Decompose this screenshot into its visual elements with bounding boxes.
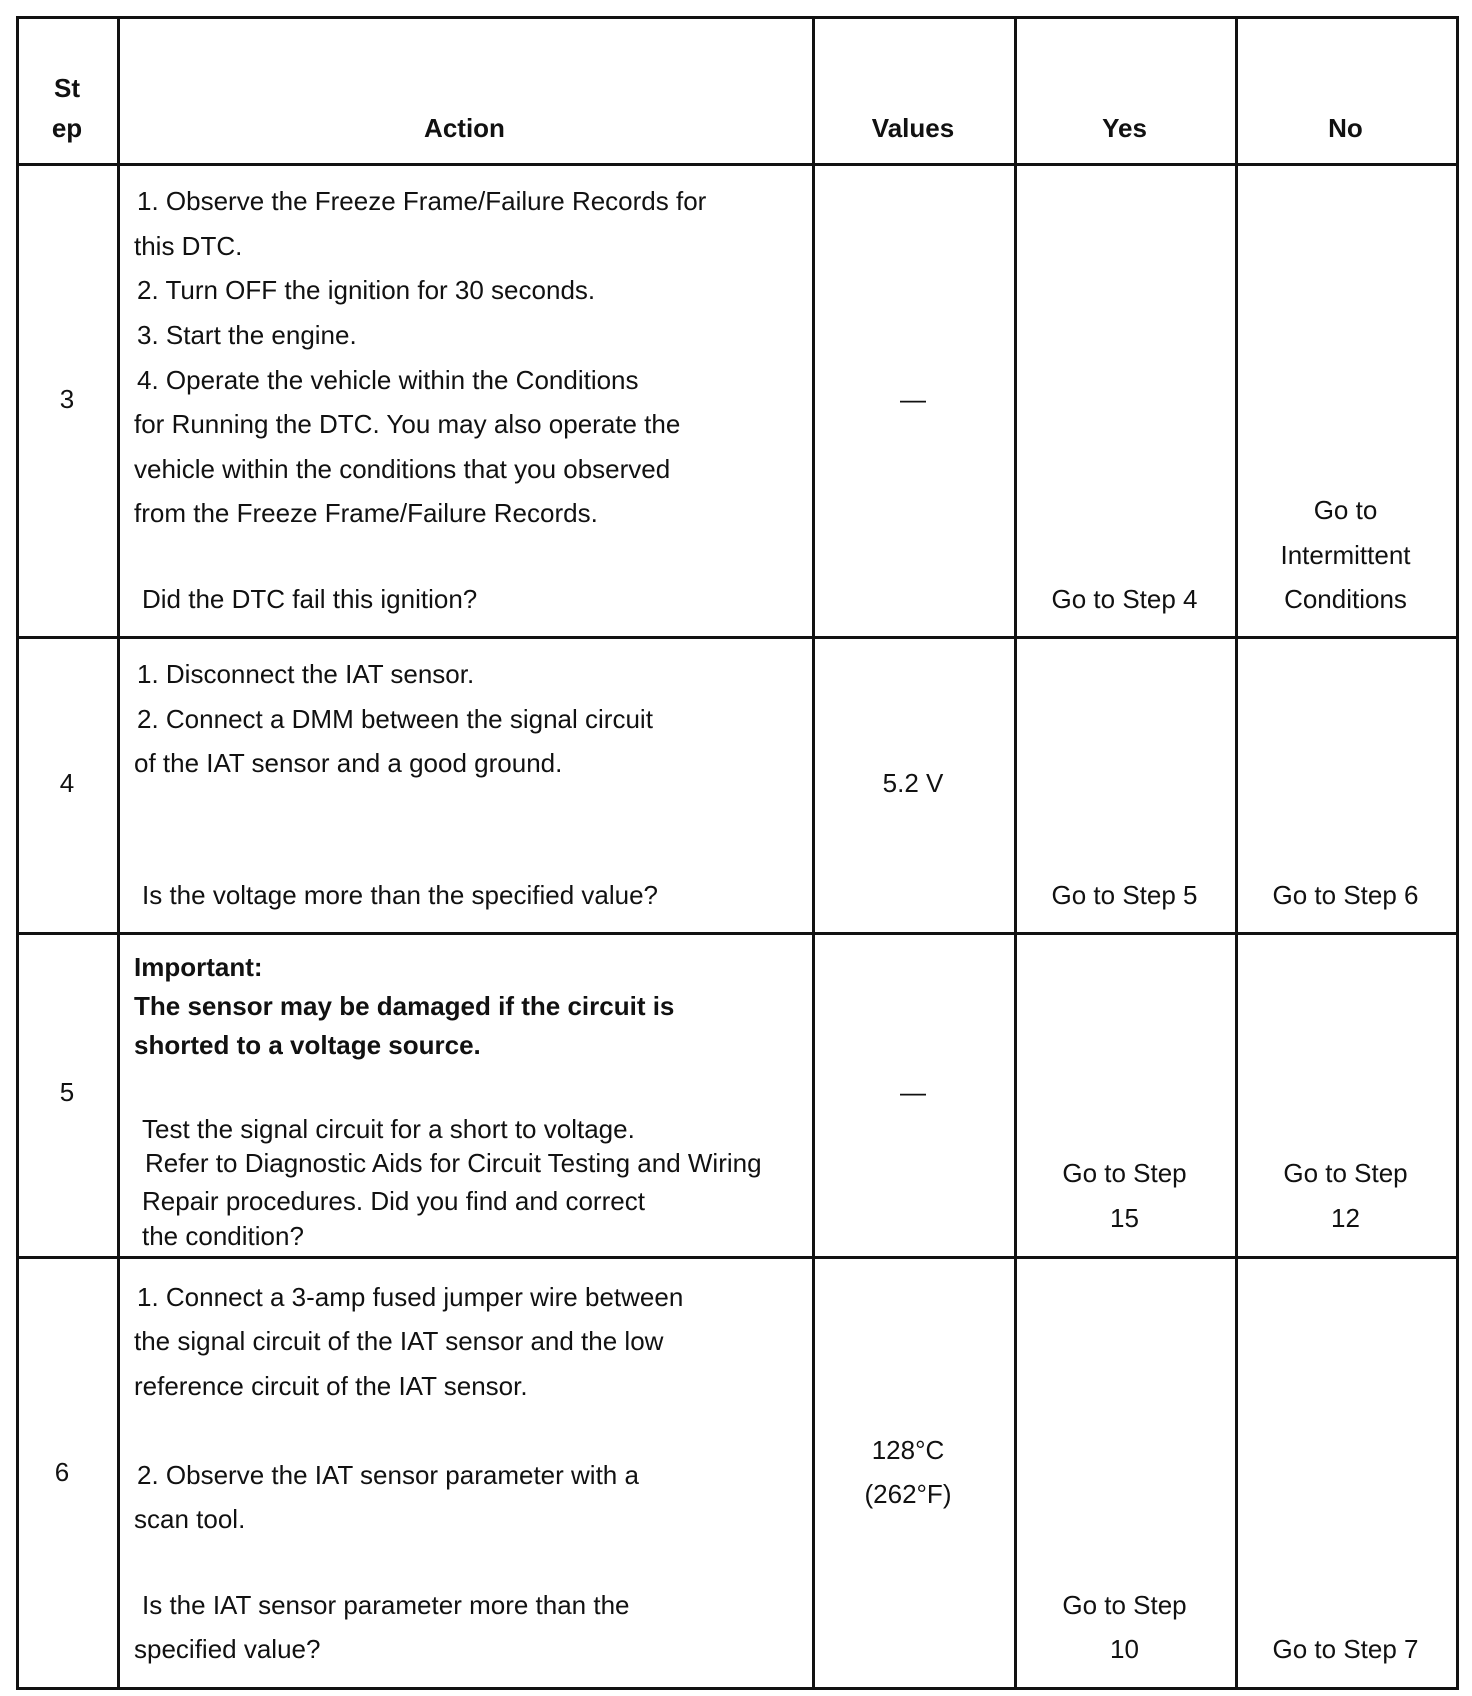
row-divider [16,932,1459,935]
action-line: scan tool. [134,1504,246,1534]
no-cell: Intermittent [1280,540,1411,570]
header-values: Values [871,113,955,143]
action-line: Refer to Diagnostic Aids for Circuit Testing and Wiring [145,1148,762,1178]
yes-cell: Go to Step 4 [1051,584,1198,614]
action-line: 1. Observe the Freeze Frame/Failure Records for [137,186,707,216]
action-line: the signal circuit of the IAT sensor and the low [134,1326,664,1356]
action-question: Is the voltage more than the specified value? [142,880,658,910]
row-divider [16,636,1459,639]
header-no: No [1328,113,1363,143]
action-line: for Running the DTC. You may also operate the [134,409,681,439]
action-line: 2. Connect a DMM between the signal circuit [137,704,653,734]
column-divider [117,16,120,1690]
value-cell: — [900,1077,926,1107]
yes-cell: 10 [1110,1634,1139,1664]
table-border [16,1687,1459,1690]
yes-cell: Go to Step 5 [1051,880,1198,910]
action-line: 4. Operate the vehicle within the Conditions [137,365,639,395]
step-number: 6 [54,1457,70,1487]
step-number: 3 [59,384,75,414]
column-divider [1014,16,1017,1690]
no-cell: Go to [1313,495,1378,525]
action-line: 2. Observe the IAT sensor parameter with a [137,1460,639,1490]
value-cell: (262°F) [864,1479,952,1509]
action-question: Is the IAT sensor parameter more than the [142,1590,630,1620]
table-border [16,16,1459,19]
value-cell: — [900,384,926,414]
no-cell: 12 [1331,1203,1360,1233]
action-line: Repair procedures. Did you find and correct [142,1186,645,1216]
no-cell: Go to Step 6 [1272,880,1419,910]
header-yes: Yes [1102,113,1147,143]
value-cell: 128°C [871,1435,945,1465]
yes-cell: 15 [1110,1203,1139,1233]
action-line: vehicle within the conditions that you observed [134,454,671,484]
action-line: 3. Start the engine. [137,320,357,350]
action-line: the condition? [142,1221,304,1251]
action-line: this DTC. [134,231,243,261]
important-label: Important: [134,952,263,982]
column-divider [1235,16,1238,1690]
step-number: 4 [59,768,75,798]
table-border [1456,16,1459,1690]
header-step: ep [51,113,83,143]
action-line: of the IAT sensor and a good ground. [134,748,563,778]
step-number: 5 [59,1077,75,1107]
value-cell: 5.2 V [882,768,944,798]
yes-cell: Go to Step [1062,1158,1187,1188]
no-cell: Go to Step 7 [1272,1634,1419,1664]
action-line: from the Freeze Frame/Failure Records. [134,498,598,528]
action-line: reference circuit of the IAT sensor. [134,1371,528,1401]
action-question: specified value? [134,1634,321,1664]
action-line: 1. Connect a 3-amp fused jumper wire between [137,1282,684,1312]
action-line: 1. Disconnect the IAT sensor. [137,659,475,689]
header-action: Action [424,113,505,143]
table-border [16,16,19,1690]
no-cell: Conditions [1284,584,1407,614]
row-divider [16,1256,1459,1259]
row-divider [16,163,1459,166]
no-cell: Go to Step [1283,1158,1408,1188]
yes-cell: Go to Step [1062,1590,1187,1620]
header-step: St [54,73,80,103]
action-line: 2. Turn OFF the ignition for 30 seconds. [137,275,596,305]
important-note: shorted to a voltage source. [134,1030,481,1060]
action-line: Test the signal circuit for a short to voltage. [142,1114,635,1144]
important-note: The sensor may be damaged if the circuit is [134,991,675,1021]
action-question: Did the DTC fail this ignition? [142,584,478,614]
